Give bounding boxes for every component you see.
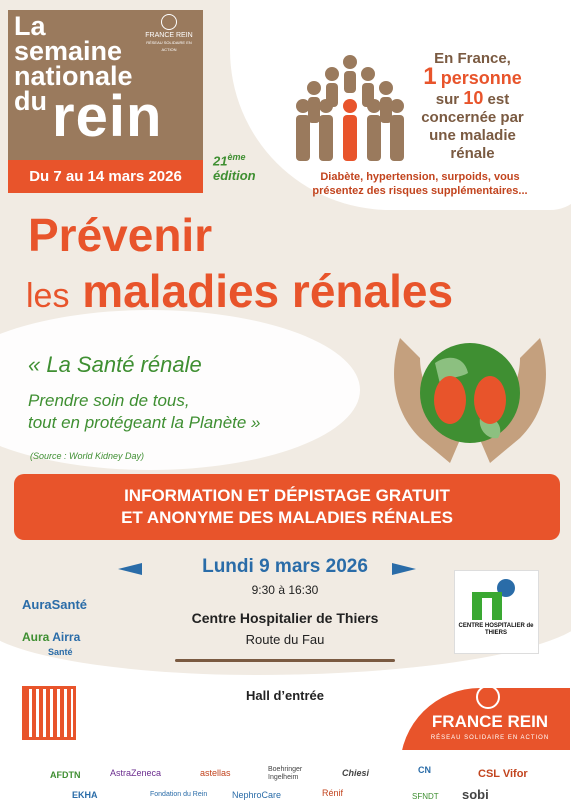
risk-text: Diabète, hypertension, surpoids, vous présentez des risques supplémentaires... <box>312 171 528 197</box>
sponsor-chiesi: Chiesi <box>342 768 370 778</box>
heart-icon <box>476 685 500 709</box>
divider <box>175 659 395 662</box>
headline-maladies: maladies rénales <box>82 265 454 317</box>
hands-planet-icon <box>380 318 560 468</box>
banner-line-1: INFORMATION ET DÉPISTAGE GRATUIT <box>124 486 450 505</box>
event-place: Centre Hospitalier de Thiers <box>191 610 379 626</box>
event-date: Lundi 9 mars 2026 <box>202 556 368 577</box>
headline-line-1: Prévenir <box>28 209 213 261</box>
banner-line-2: ET ANONYME DES MALADIES RÉNALES <box>121 508 453 527</box>
sponsor-ekha: EKHA <box>72 790 98 800</box>
event-hall: Hall d’entrée <box>245 688 325 703</box>
event-time: 9:30 à 16:30 <box>251 583 319 597</box>
sponsor-astrazeneca: AstraZeneca <box>110 768 162 778</box>
sponsor-afdtn: AFDTN <box>50 770 81 780</box>
sponsor-fondation-rein: Fondation du Rein <box>150 791 208 798</box>
stat-one: 1 <box>423 63 437 90</box>
people-icon <box>293 52 408 164</box>
title-line-2: semaine <box>14 36 123 66</box>
sponsor-csl-vifor: CSL Vifor <box>478 768 528 780</box>
sponsor-boehringer: Boehringer Ingelheim <box>268 766 303 781</box>
title-line-4: du <box>14 86 47 116</box>
screening-banner <box>14 474 560 540</box>
headline-les: les <box>26 277 70 315</box>
auraairra-a: Aura <box>22 630 50 644</box>
quote-title: « La Santé rénale <box>28 352 202 377</box>
stat-line-1: En France, <box>434 50 511 67</box>
headline-line-2 <box>26 266 453 321</box>
auraairra-b: Airra <box>52 630 81 644</box>
title-line-1: La <box>14 11 46 41</box>
qr-code[interactable] <box>22 686 76 740</box>
quote-body <box>28 390 261 434</box>
sponsor-astellas: astellas <box>200 768 231 778</box>
stat-personne: personne <box>440 68 522 88</box>
quote-line-2: Prendre soin de tous, <box>28 391 190 410</box>
aurasante-logo: AuraSanté <box>22 597 88 612</box>
heart-icon <box>161 14 177 30</box>
event-road: Route du Fau <box>245 632 325 647</box>
stat-sur: sur <box>435 91 460 108</box>
quote-source: (Source : World Kidney Day) <box>30 451 145 461</box>
sponsor-nephrocare: NephroCare <box>232 790 282 800</box>
title-line-3: nationale <box>14 61 133 91</box>
sponsor-renif: Rénif <box>322 788 344 798</box>
edition-suffix: ème <box>227 152 246 162</box>
france-rein-tagline: RÉSEAU SOLIDAIRE EN ACTION <box>430 735 550 741</box>
stat-est: est <box>487 91 510 108</box>
ch-thiers-label: CENTRE HOSPITALIER de THIERS <box>458 623 534 636</box>
france-rein-small-name: FRANCE REIN <box>145 32 193 39</box>
hospital-icon <box>470 578 520 622</box>
quote-line-3: tout en protégeant la Planète » <box>28 413 261 432</box>
sponsor-sfndt: SFNDT <box>412 792 439 801</box>
stat-line-5: rénale <box>450 145 495 162</box>
event-dates: Du 7 au 14 mars 2026 <box>8 160 203 193</box>
stat-ten: 10 <box>463 88 484 108</box>
stat-block <box>410 50 535 163</box>
france-rein-small-logo <box>140 14 198 53</box>
sponsor-sobi: sobi <box>462 787 489 802</box>
france-rein-small-tagline: RÉSEAU SOLIDAIRE EN ACTION <box>146 40 192 52</box>
stat-line-3: concernée par <box>421 109 524 126</box>
title-rein: rein <box>52 84 163 149</box>
france-rein-name: FRANCE REIN <box>431 712 549 731</box>
auraairra-logo <box>22 630 80 658</box>
auraairra-c: Santé <box>48 647 73 657</box>
edition-word: édition <box>213 168 256 184</box>
edition-number: 21 <box>213 153 228 169</box>
arrow-right-icon <box>118 563 142 575</box>
edition-label <box>213 150 256 183</box>
stat-line-4: une maladie <box>429 127 516 144</box>
sponsor-cn: CN <box>418 765 431 775</box>
